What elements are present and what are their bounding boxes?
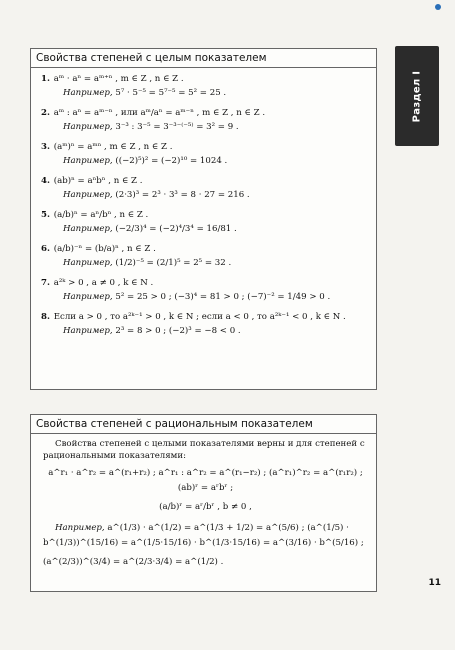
integer-exponent-box: [30, 48, 377, 390]
rational-example: [43, 555, 368, 570]
publisher-logo: [435, 4, 441, 10]
rule-formula: aᵐ : aⁿ = aᵐ⁻ⁿ , или aᵐ/aⁿ = aᵐ⁻ⁿ , m ∈ Z , n ∈ Z .: [53, 108, 266, 118]
rule-item: [41, 175, 370, 188]
example-formula: 3⁻³ : 3⁻⁵ = 3⁻³⁻⁽⁻⁵⁾ = 3² = 9 .: [115, 122, 239, 132]
rule-item: [41, 311, 370, 324]
rule-example: [41, 325, 370, 338]
intro-text: Свойства степеней с целыми показателями верны и для степеней с рациональными показателями:: [43, 439, 365, 461]
example-label: Например,: [63, 156, 113, 166]
rule-example: [41, 155, 370, 168]
formula-line: (a/b)ʳ = aʳ/bʳ , b ≠ 0 ,: [159, 502, 252, 512]
rule-number: 7.: [41, 278, 50, 288]
rational-example: [43, 521, 368, 551]
rule-number: 8.: [41, 312, 50, 322]
example-label: Например,: [63, 224, 113, 234]
example-formula: a^(1/3) · a^(1/2) = a^(1/3 + 1/2) = a^(5/6) ; (a^(1/5) · b^(1/3))^(15/16) = a^(1/5·15/16) · b^(1/3·15/16) = a^(3/16) · b^(5/16) ;: [43, 523, 364, 548]
rule-formula: aᵐ · aⁿ = aᵐ⁺ⁿ , m ∈ Z , n ∈ Z .: [53, 74, 184, 84]
rational-exponent-box: [30, 414, 377, 592]
example-formula: 2³ = 8 > 0 ; (−2)³ = −8 < 0 .: [115, 326, 241, 336]
rule-example: [41, 121, 370, 134]
example-label: Например,: [63, 122, 113, 132]
rule-example: [41, 223, 370, 236]
rule-formula: (aᵐ)ⁿ = aᵐⁿ , m ∈ Z , n ∈ Z .: [53, 142, 173, 152]
example-label: Например,: [63, 88, 113, 98]
rule-example: [41, 189, 370, 202]
rule-item: [41, 107, 370, 120]
example-formula: 5² = 25 > 0 ; (−3)⁴ = 81 > 0 ; (−7)⁻² = 1/49 > 0 .: [115, 292, 331, 302]
rule-formula: (ab)ⁿ = aⁿbⁿ , n ∈ Z .: [53, 176, 143, 186]
rule-number: 1.: [41, 74, 50, 84]
rule-item: [41, 277, 370, 290]
rule-item: [41, 141, 370, 154]
rule-example: [41, 257, 370, 270]
section-tab: [395, 46, 439, 146]
example-label: Например,: [63, 258, 113, 268]
rule-number: 6.: [41, 244, 50, 254]
rule-item: [41, 243, 370, 256]
rule-formula: Если a > 0 , то a²ᵏ⁻¹ > 0 , k ∈ N ; если a < 0 , то a²ᵏ⁻¹ < 0 , k ∈ N .: [53, 312, 346, 322]
rule-formula: a²ᵏ > 0 , a ≠ 0 , k ∈ N .: [53, 278, 154, 288]
box1-title: Свойства степеней с целым показателем: [31, 49, 376, 68]
formula-line: a^r₁ · a^r₂ = a^(r₁+r₂) ; a^r₁ : a^r₂ = a^(r₁−r₂) ; (a^r₁)^r₂ = a^(r₁r₂) ; (ab)ʳ = aʳbʳ ;: [48, 468, 363, 493]
example-formula: ((−2)⁵)² = (−2)¹⁰ = 1024 .: [115, 156, 228, 166]
rule-item: [41, 73, 370, 86]
rule-number: 5.: [41, 210, 50, 220]
example-formula: 5⁷ · 5⁻⁵ = 5⁷⁻⁵ = 5² = 25 .: [115, 88, 227, 98]
rule-item: [41, 209, 370, 222]
box2-title: Свойства степеней с рациональным показателем: [31, 415, 376, 434]
example-label: Например,: [63, 292, 113, 302]
example-formula: (1/2)⁻⁵ = (2/1)⁵ = 2⁵ = 32 .: [115, 258, 232, 268]
rule-number: 4.: [41, 176, 50, 186]
example-formula: (−2/3)⁴ = (−2)⁴/3⁴ = 16/81 .: [115, 224, 237, 234]
rule-example: [41, 87, 370, 100]
rule-formula: (a/b)ⁿ = aⁿ/bⁿ , n ∈ Z .: [53, 210, 149, 220]
rational-properties: [31, 434, 376, 570]
section-tab-label: Раздел I: [411, 70, 423, 122]
example-label: Например,: [63, 326, 113, 336]
example-label: Например,: [55, 523, 105, 533]
rule-formula: (a/b)⁻ⁿ = (b/a)ⁿ , n ∈ Z .: [53, 244, 156, 254]
rule-example: [41, 291, 370, 304]
page-number: 11: [428, 578, 441, 588]
example-formula: (2·3)³ = 2³ · 3³ = 8 · 27 = 216 .: [115, 190, 250, 200]
example-label: Например,: [63, 190, 113, 200]
rule-number: 2.: [41, 108, 50, 118]
example-formula: (a^(2/3))^(3/4) = a^(2/3·3/4) = a^(1/2) .: [43, 557, 224, 567]
rule-number: 3.: [41, 142, 50, 152]
logo-mark-icon: [435, 4, 441, 10]
rules-list: [31, 68, 376, 338]
